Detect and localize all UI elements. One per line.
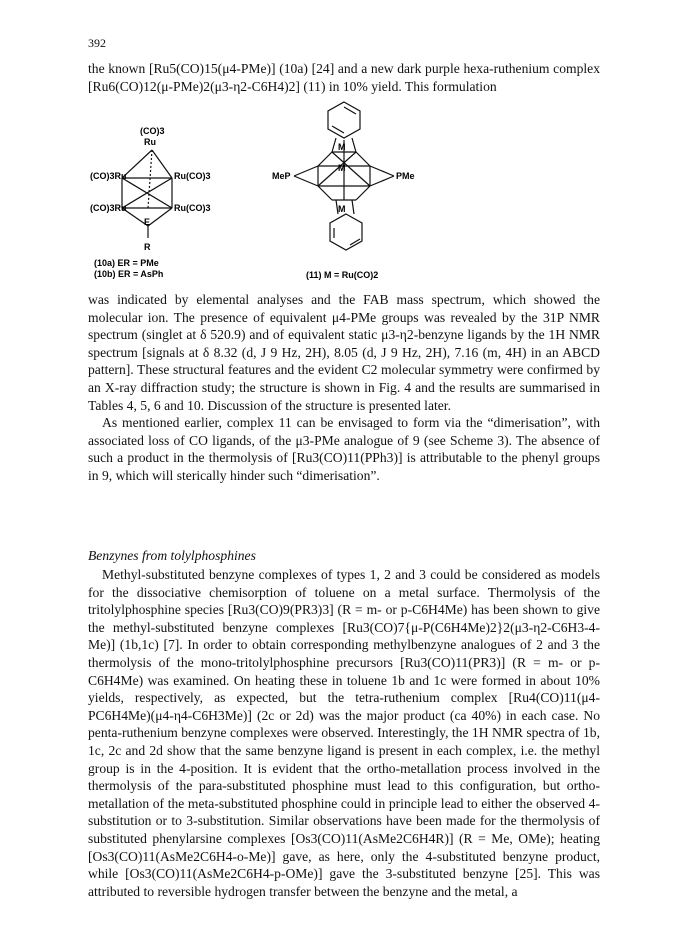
- label-right-upper-ru: Ru(CO)3: [174, 171, 211, 181]
- paragraph-intro: [88, 60, 600, 95]
- paragraph-main: [88, 291, 600, 485]
- label-left-lower-ru: (CO)3Ru: [90, 203, 127, 213]
- label-pme: PMe: [396, 171, 415, 181]
- label-m-top: M: [338, 142, 346, 152]
- label-m-bottom: M: [338, 204, 346, 214]
- label-m-center: M: [338, 163, 346, 173]
- page-number: 392: [88, 36, 106, 50]
- label-r: R: [144, 242, 151, 252]
- label-left-upper-ru: (CO)3Ru: [90, 171, 127, 181]
- label-top-co: (CO)3: [140, 126, 165, 136]
- structure-drawings: [88, 100, 600, 292]
- label-right-lower-ru: Ru(CO)3: [174, 203, 211, 213]
- caption-11: (11) M = Ru(CO)2: [306, 270, 379, 280]
- label-top-ru: Ru: [144, 137, 156, 147]
- main-text-2: As mentioned earlier, complex 11 can be envisaged to form via the “dimerisation”, with associated loss of CO ligands, of the μ3-PMe analogue of 9 (see Scheme 3). The absence of such a product in the thermolysis of [Ru3(CO)11(PPh3)] is attributable to the phenyl groups in 9, which will sterically hinder such “dimerisation”.: [88, 415, 600, 483]
- structure-figure: [88, 100, 600, 292]
- label-mep: MeP: [272, 171, 291, 181]
- paragraph-final: Methyl-substituted benzyne complexes of types 1, 2 and 3 could be considered as models for the dissociative chemisorption of toluene on a metal surface. Thermolysis of the tritolylphosphine species [Ru3(CO)9(PR3)3] (R = m- or p-C6H4Me) has been shown to give the methyl-substituted benzyne complexes [Ru3(CO)7{μ-P(C6H4Me)2}2(μ3-η2-C6H3-4-Me)] (1b,1c) [7]. In order to obtain corresponding methylbenzyne analogues of 2 and 3 the thermolysis of the mono-tritolylphosphine precursors [Ru3(CO)11(PR3)] (R = m- or p-C6H4Me) was examined. On heating these in toluene 1b and 1c were formed in about 10% yields, respectively, as expected, but the tetra-ruthenium complex [Ru4(CO)11(μ4-PC6H4Me)(μ4-η4-C6H3Me)] (2c or 2d) was the major product (ca 40%) in each case. No penta-ruthenium benzyne complexes were observed. Interestingly, the 1H NMR spectra of 1b, 1c, 2c and 2d show that the same benzyne ligand is present in each complex, i.e. the methyl group is in the 4-position. It is evident that the ortho-metallation process involved in the thermolysis of the para-substituted phosphine must lead to this configuration, but ortho-metallation of the meta-substituted phosphine could in principle lead to either the observed 4-substitution or to 3-substitution. Similar observations have been made for the thermolysis of substituted phenylarsine complexes [Os3(CO)11(AsMe2C6H4R)] (R = Me, OMe); heating [Os3(CO)11(AsMe2C6H4-o-Me)] gave, as here, only the 4-substituted benzyne product, while [Os3(CO)11(AsMe2C6H4-p-OMe)] gave the 3-substituted benzyne [25]. This was attributed to reversible hydrogen transfer between the benzyne and the metal, a: [88, 567, 600, 899]
- main-text-1: was indicated by elemental analyses and the FAB mass spectrum, which showed the molecular ion. The presence of equivalent μ4-PMe groups was revealed by the 31P NMR spectrum (singlet at δ 520.9) and of equivalent static μ3-η2-benzyne ligands by the 1H NMR spectrum [signals at δ 8.32 (d, J 9 Hz, 2H), 8.05 (d, J 9 Hz, 2H), 7.16 (m, 4H) in an ABCD pattern]. These structural features and the evident C2 molecular symmetry were confirmed by an X-ray diffraction study; the structure is shown in Fig. 4 and the results are summarised in Tables 4, 5, 6 and 10. Discussion of the structure is presented later.: [88, 292, 600, 413]
- caption-10b: (10b) ER = AsPh: [94, 269, 164, 279]
- label-e: E: [144, 217, 151, 227]
- caption-10a: (10a) ER = PMe: [94, 258, 159, 268]
- section-heading: Benzynes from tolylphosphines: [88, 548, 256, 563]
- cluster-11-drawing: [294, 102, 394, 250]
- intro-text: the known [Ru5(CO)15(μ4-PMe)] (10a) [24] and a new dark purple hexa-ruthenium complex [Ru6(CO)12(μ-PMe)2(μ3-η2-C6H4)2] (11) in 10% yield. This formulation: [88, 61, 600, 94]
